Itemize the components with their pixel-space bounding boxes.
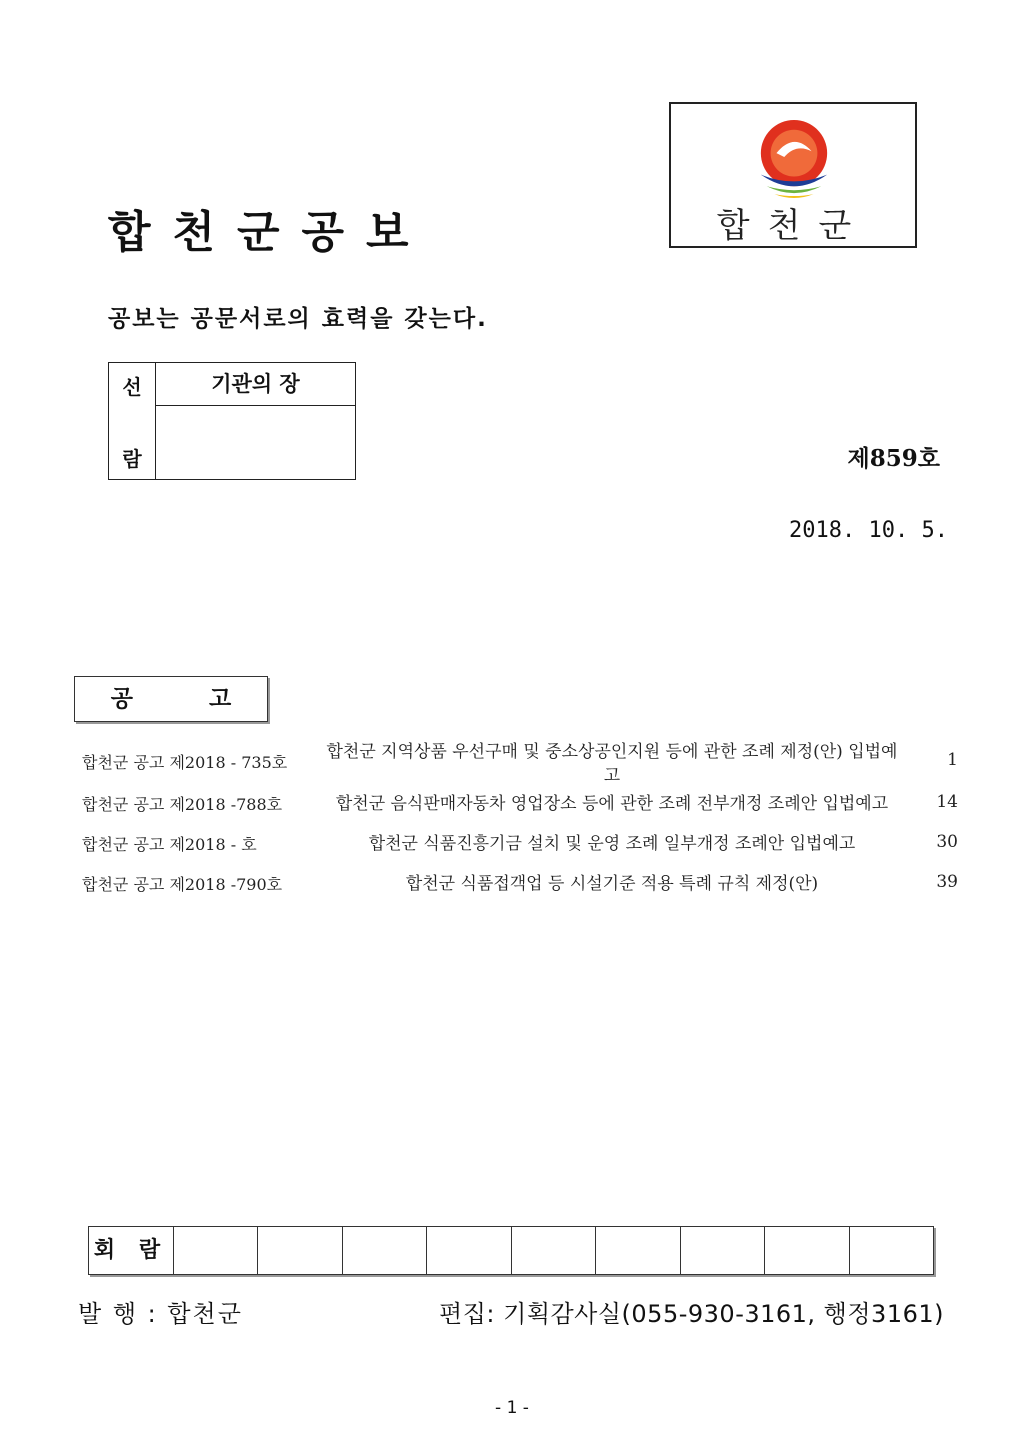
notice-title: 합천군 지역상품 우선구매 및 중소상공인지원 등에 관한 조례 제정(안) 입법예고 [326,742,898,786]
notice-ref: 합천군 공고 제2018 -788호 [82,795,283,814]
logo-text: 합천군 [716,206,870,246]
circulation-table [88,1226,934,1275]
circulation-signature-cell [596,1227,680,1274]
review-side-label-bottom: 람 [122,447,142,471]
page-number: - 1 - [495,1398,529,1418]
notice-title: 합천군 식품접객업 등 시설기준 적용 특례 규칙 제정(안) [405,874,819,894]
circulation-label: 회 람 [89,1227,174,1274]
circulation-signature-cell [258,1227,342,1274]
circulation-signature-cell [427,1227,511,1274]
gazette-title: 합천군공보 [108,207,431,258]
review-side-label-top: 선 [122,375,142,399]
notice-title: 합천군 식품진흥기금 설치 및 운영 조례 일부개정 조례안 입법예고 [368,834,856,854]
circulation-signature-cell [174,1227,258,1274]
notice-ref: 합천군 공고 제2018 - 호 [82,835,257,854]
emblem-wave-green [767,186,822,193]
circulation-signature-cell [343,1227,427,1274]
gazette-subtitle: 공보는 공문서로의 효력을 갖는다. [108,306,488,332]
notice-page: 14 [936,792,958,812]
publisher: 발 행 : 합천군 [78,1300,243,1328]
circulation-signature-cell [850,1227,933,1274]
review-box [108,362,356,480]
section-title: 공 고 [74,676,268,722]
circulation-signature-cell [681,1227,765,1274]
editor-contact: 편집: 기획감사실(055-930-3161, 행정3161) [439,1300,944,1328]
notice-title: 합천군 음식판매자동차 영업장소 등에 관한 조례 전부개정 조례안 입법예고 [335,794,889,814]
notice-ref: 합천군 공고 제2018 -790호 [82,875,283,894]
circulation-signature-cell [512,1227,596,1274]
issue-number: 제859호 [847,445,940,472]
review-header: 기관의 장 [156,363,355,406]
circulation-signature-cell [765,1227,849,1274]
notice-page: 30 [936,832,958,852]
issue-date: 2018. 10. 5. [789,518,948,543]
county-logo [669,102,917,248]
notice-page: 1 [947,750,958,770]
notice-page: 39 [936,872,958,892]
notice-ref: 합천군 공고 제2018 - 735호 [82,753,288,772]
county-emblem-icon [755,118,833,200]
